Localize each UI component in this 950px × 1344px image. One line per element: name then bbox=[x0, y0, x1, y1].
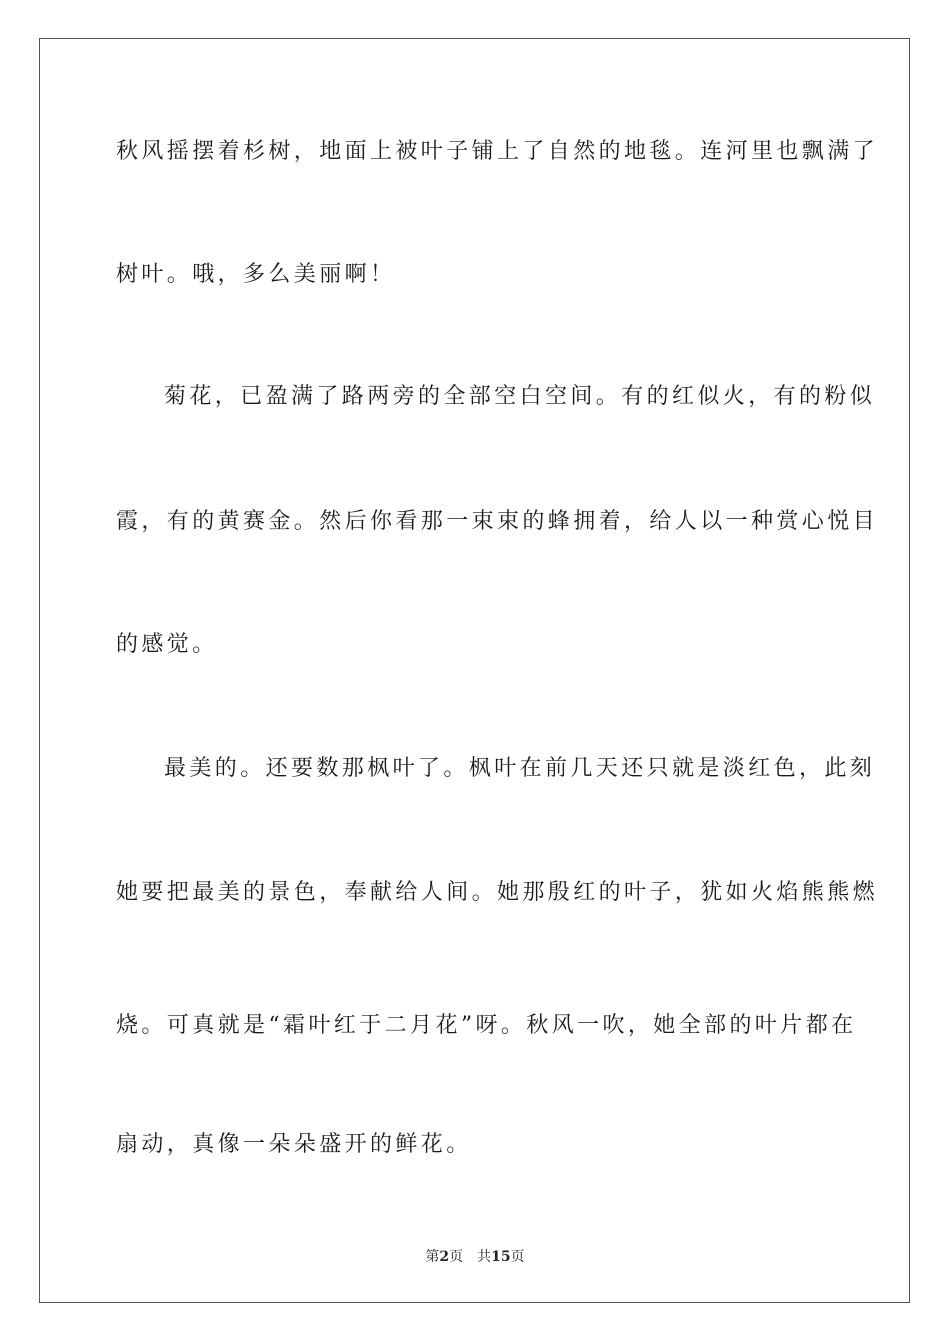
text-line-2: 树叶。哦，多么美丽啊！ bbox=[116, 262, 396, 287]
text-line-3: 菊花，已盈满了路两旁的全部空白空间。有的红似火，有的粉似 bbox=[164, 384, 876, 409]
total-suffix: 页 bbox=[510, 1249, 525, 1265]
page-number: 2 bbox=[439, 1249, 450, 1265]
page-border bbox=[39, 38, 910, 1303]
text-line-8: 烧。可真就是“霜叶红于二月花”呀。秋风一吹，她全部的叶片都在 bbox=[116, 1013, 857, 1038]
text-line-5: 的感觉。 bbox=[116, 632, 218, 657]
page-prefix: 第 bbox=[425, 1249, 440, 1265]
text-line-6: 最美的。还要数那枫叶了。枫叶在前几天还只就是淡红色，此刻 bbox=[164, 756, 876, 781]
total-prefix: 共 bbox=[477, 1249, 492, 1265]
text-line-7: 她要把最美的景色，奉献给人间。她那殷红的叶子，犹如火焰熊熊燃 bbox=[116, 880, 879, 905]
total-pages: 15 bbox=[491, 1249, 511, 1265]
text-line-4: 霞，有的黄赛金。然后你看那一束束的蜂拥着，给人以一种赏心悦目 bbox=[116, 509, 879, 534]
page-footer bbox=[0, 1246, 950, 1266]
text-line-1: 秋风摇摆着杉树，地面上被叶子铺上了自然的地毯。连河里也飘满了 bbox=[116, 139, 879, 164]
text-line-9: 扇动，真像一朵朵盛开的鲜花。 bbox=[116, 1132, 472, 1157]
page-suffix: 页 bbox=[449, 1249, 464, 1265]
